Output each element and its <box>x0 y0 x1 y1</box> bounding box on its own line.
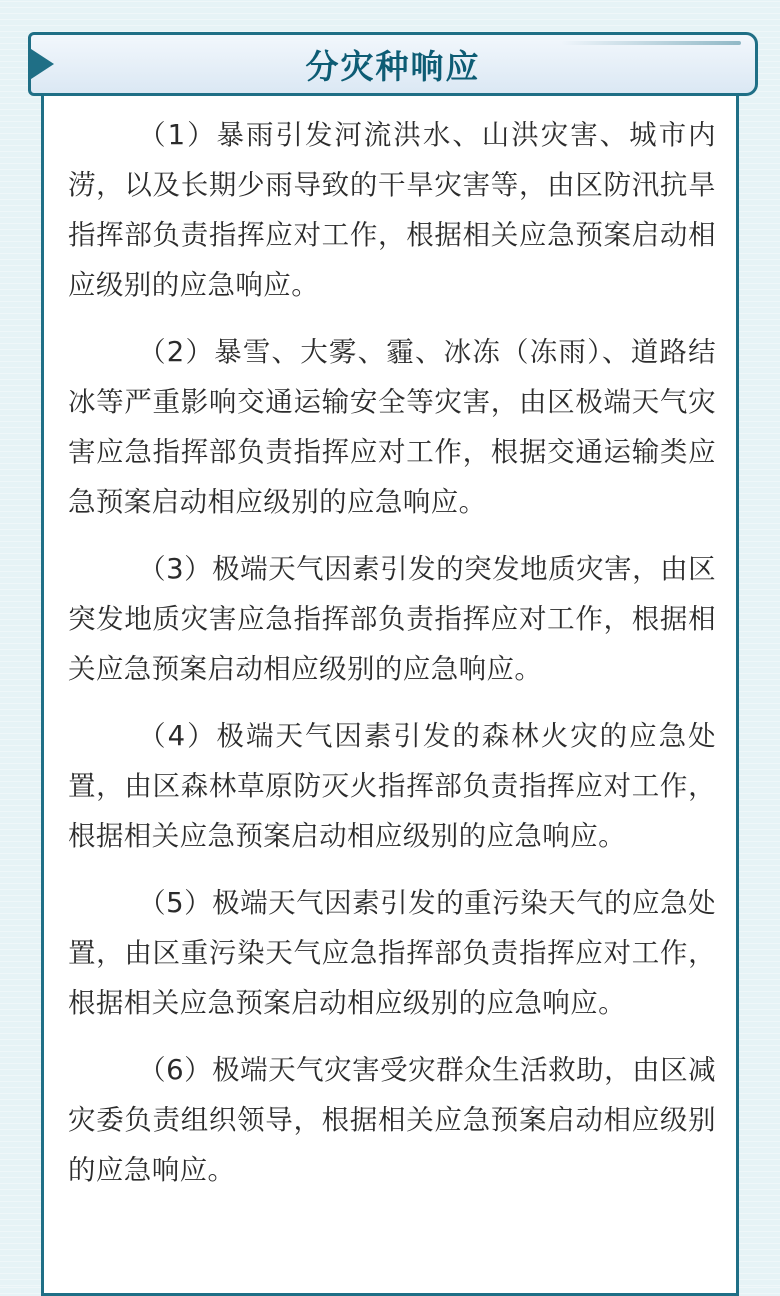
paragraph-1: （1）暴雨引发河流洪水、山洪灾害、城市内涝，以及长期少雨导致的干旱灾害等，由区防汛抗旱指挥部负责指挥应对工作，根据相关应急预案启动相应级别的应急响应。 <box>68 119 716 301</box>
content-box <box>41 96 739 1296</box>
paragraph-2: （2）暴雪、大雾、霾、冰冻（冻雨）、道路结冰等严重影响交通运输安全等灾害，由区极端天气灾害应急指挥部负责指挥应对工作，根据交通运输类应急预案启动相应级别的应急响应。 <box>68 336 716 518</box>
section-title-banner <box>28 32 758 96</box>
paragraph-3: （3）极端天气因素引发的突发地质灾害，由区突发地质灾害应急指挥部负责指挥应对工作，根据相关应急预案启动相应级别的应急响应。 <box>68 553 716 685</box>
paragraph-5: （5）极端天气因素引发的重污染天气的应急处置，由区重污染天气应急指挥部负责指挥应对工作，根据相关应急预案启动相应级别的应急响应。 <box>68 887 716 1019</box>
paragraph-4: （4）极端天气因素引发的森林火灾的应急处置，由区森林草原防灭火指挥部负责指挥应对工作，根据相关应急预案启动相应级别的应急响应。 <box>68 720 716 852</box>
paragraph-6: （6）极端天气灾害受灾群众生活救助，由区减灾委负责组织领导，根据相关应急预案启动相应级别的应急响应。 <box>68 1054 716 1186</box>
section-title: 分灾种响应 <box>305 46 481 86</box>
